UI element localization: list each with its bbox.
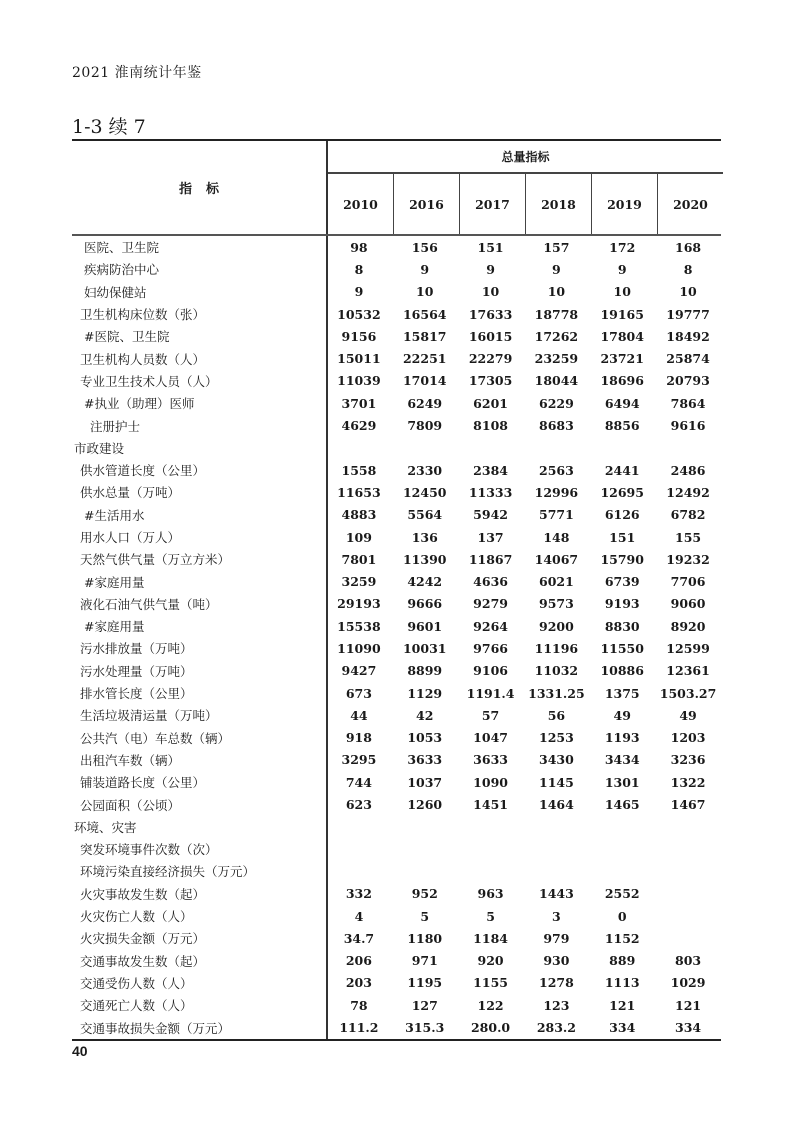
row-label: 生活垃圾清运量（万吨） [80,708,218,724]
value-cell: 137 [477,529,504,545]
value-cell: 10532 [337,306,381,322]
value-cell: 98 [350,239,368,255]
value-cell: 11090 [337,640,381,656]
value-cell: 1113 [604,975,640,991]
value-cell: 3430 [539,752,574,768]
value-cell: 1375 [604,685,640,701]
value-cell: 979 [543,930,570,946]
value-cell: 11039 [337,373,381,389]
value-cell: 1464 [539,797,574,813]
table-row [72,548,721,570]
value-cell: 10886 [600,663,644,679]
value-cell: 10 [416,284,434,300]
value-cell: 18778 [534,306,579,322]
value-cell: 332 [345,886,372,902]
row-label: 妇幼保健站 [84,284,147,300]
value-cell: 9 [617,261,627,277]
value-cell: 17305 [468,373,513,389]
value-cell: 172 [609,239,636,255]
table-row [72,793,721,815]
value-cell: 15790 [600,551,644,567]
value-cell: 127 [411,997,438,1013]
value-cell: 20793 [666,373,710,389]
value-cell: 1331.25 [528,685,585,701]
value-cell: 10 [613,284,631,300]
value-cell: 1029 [670,975,706,991]
value-cell: 10031 [402,640,447,656]
year-header: 2019 [591,174,657,234]
row-label: 污水处理量（万吨） [80,663,193,679]
value-cell: 6739 [604,574,640,590]
table-row [72,414,721,436]
value-cell: 4636 [473,574,508,590]
value-cell: 44 [350,707,368,723]
value-cell: 9601 [407,618,443,634]
section-row [72,437,721,459]
value-cell: 9106 [473,663,508,679]
value-cell: 2384 [473,462,508,478]
table-row [72,504,721,526]
value-cell: 1195 [407,975,443,991]
value-cell: 12996 [534,484,579,500]
row-label: 液化石油气供气量（吨） [80,596,218,612]
value-cell: 5564 [407,507,443,523]
value-cell: 1467 [670,797,706,813]
value-cell: 1322 [670,774,706,790]
value-cell: 19165 [600,306,644,322]
section-row [72,816,721,838]
table-row [72,370,721,392]
value-cell: 22251 [402,351,447,367]
value-cell: 971 [411,953,438,969]
row-label: 公共汽（电）车总数（辆） [80,730,231,746]
value-cell: 623 [345,797,372,813]
value-cell: 155 [675,529,702,545]
value-cell: 16564 [402,306,447,322]
value-cell: 8 [354,261,364,277]
table-row [72,905,721,927]
row-label: 突发环境事件次数（次） [80,842,218,858]
value-cell: 5 [486,908,495,924]
value-cell: 42 [416,707,434,723]
value-cell: 11032 [534,663,579,679]
row-label: 卫生机构床位数（张） [80,307,206,323]
page-number: 40 [72,1043,88,1059]
value-cell: 6126 [604,507,640,523]
value-cell: 22279 [468,351,513,367]
value-cell: 9 [552,261,561,277]
table-row [72,927,721,949]
table-row [72,615,721,637]
value-cell: 1184 [473,930,508,946]
group-header: 总量指标 [328,141,723,174]
value-cell: 49 [679,707,697,723]
table-row [72,392,721,414]
value-cell: 6782 [670,507,706,523]
table-row [72,325,721,347]
table-title: 1-3 续 7 [72,116,146,138]
value-cell: 12450 [402,484,447,500]
value-cell: 3434 [604,752,640,768]
table-row [72,950,721,972]
value-cell: 1129 [407,685,443,701]
value-cell: 12492 [666,484,710,500]
value-cell: 8830 [604,618,640,634]
value-cell: 1558 [341,462,377,478]
value-cell: 4629 [341,418,377,434]
value-cell: 151 [477,239,504,255]
row-label: 交通事故发生数（起） [80,953,206,969]
value-cell: 1278 [539,975,574,991]
value-cell: 3236 [670,752,706,768]
value-cell: 6249 [407,395,443,411]
value-cell: 203 [345,975,372,991]
row-label: 污水排放量（万吨） [80,641,193,657]
value-cell: 11333 [468,484,513,500]
value-cell: 10 [547,284,566,300]
value-cell: 17014 [402,373,447,389]
row-label: 排水管长度（公里） [80,686,193,702]
value-cell: 16015 [468,328,513,344]
value-cell: 2552 [604,886,640,902]
value-cell: 121 [675,997,702,1013]
value-cell: 2441 [604,462,640,478]
value-cell: 17804 [600,328,644,344]
value-cell: 1145 [539,774,574,790]
value-cell: 2563 [539,462,574,478]
row-label: #医院、卫生院 [84,329,170,345]
table-row [72,994,721,1016]
value-cell: 1047 [473,730,508,746]
row-label: 交通事故损失金额（万元） [80,1020,231,1036]
table-header [72,139,721,236]
year-headers [328,174,723,234]
value-cell: 1465 [604,797,640,813]
year-header-block [326,141,723,234]
value-cell: 23721 [600,351,644,367]
table-row [72,258,721,280]
section-label: 环境、灾害 [74,819,137,835]
value-cell: 4242 [407,574,443,590]
value-cell: 3295 [341,752,377,768]
value-cell: 14067 [534,551,579,567]
value-cell: 206 [345,953,372,969]
table-row [72,281,721,303]
value-cell: 803 [675,953,702,969]
value-cell: 136 [411,529,438,545]
value-cell: 315.3 [405,1020,445,1036]
value-cell: 15817 [402,328,447,344]
year-header: 2020 [657,174,723,234]
value-cell: 9 [420,261,430,277]
table-row [72,1016,721,1038]
table-row [72,860,721,882]
value-cell: 17262 [534,328,579,344]
value-cell: 19777 [666,306,710,322]
value-cell: 34.7 [343,930,375,946]
value-cell: 3259 [341,574,377,590]
table-row [72,727,721,749]
table-row [72,637,721,659]
year-header: 2016 [393,174,459,234]
value-cell: 12695 [600,484,644,500]
value-cell: 18044 [534,373,579,389]
value-cell: 168 [675,239,702,255]
table-row [72,972,721,994]
row-label: 火灾损失金额（万元） [80,931,206,947]
value-cell: 9 [486,261,495,277]
value-cell: 5 [420,908,430,924]
value-cell: 2330 [407,462,443,478]
value-cell: 57 [481,707,500,723]
value-cell: 1503.27 [659,685,717,701]
row-label: #家庭用量 [84,574,145,590]
value-cell: 3633 [407,752,443,768]
value-cell: 156 [411,239,438,255]
value-cell: 1152 [604,930,640,946]
row-label: 火灾事故发生数（起） [80,886,206,902]
table-row [72,526,721,548]
value-cell: 9193 [604,596,640,612]
value-cell: 49 [613,707,631,723]
row-label: 医院、卫生院 [84,240,160,256]
value-cell: 744 [345,774,372,790]
year-header: 2018 [525,174,591,234]
value-cell: 7801 [341,551,377,567]
row-label: 出租汽车数（辆） [80,752,181,768]
value-cell: 8683 [539,418,574,434]
value-cell: 4883 [341,507,377,523]
value-cell: 15538 [337,618,381,634]
value-cell: 9427 [341,663,377,679]
value-cell: 10 [481,284,500,300]
value-cell: 9279 [473,596,508,612]
value-cell: 7864 [670,395,706,411]
row-label: 铺装道路长度（公里） [80,775,206,791]
value-cell: 1253 [539,730,574,746]
table-row [72,682,721,704]
value-cell: 111.2 [339,1020,379,1036]
value-cell: 6494 [604,395,640,411]
value-cell: 23259 [534,351,579,367]
value-cell: 1037 [407,774,443,790]
table-row [72,838,721,860]
year-header: 2010 [343,196,378,212]
value-cell: 157 [543,239,570,255]
value-cell: 10 [679,284,697,300]
value-cell: 8108 [473,418,508,434]
value-cell: 4 [354,908,364,924]
value-cell: 1301 [604,774,640,790]
value-cell: 6021 [539,574,574,590]
value-cell: 9766 [473,640,508,656]
value-cell: 3701 [341,395,377,411]
value-cell: 1090 [473,774,508,790]
running-head: 2021 淮南统计年鉴 [72,65,202,81]
table-row [72,481,721,503]
value-cell: 1053 [407,730,443,746]
row-label: 交通受伤人数（人） [80,975,193,991]
value-cell: 25874 [666,351,710,367]
table-row [72,749,721,771]
value-cell: 5771 [539,507,574,523]
table-row [72,303,721,325]
table-row [72,459,721,481]
value-cell: 963 [477,886,504,902]
value-cell: 673 [345,685,372,701]
value-cell: 1180 [407,930,443,946]
value-cell: 7706 [670,574,706,590]
value-cell: 9264 [473,618,508,634]
row-label: #执业（助理）医师 [84,396,195,412]
row-label: 供水总量（万吨） [80,485,181,501]
value-cell: 9666 [407,596,443,612]
value-cell: 12361 [666,663,710,679]
value-cell: 11196 [534,640,579,656]
value-cell: 123 [543,997,570,1013]
row-label: 专业卫生技术人员（人） [80,373,218,389]
value-cell: 11390 [402,551,447,567]
row-label: #生活用水 [84,507,145,523]
value-cell: 17633 [468,306,513,322]
value-cell: 15011 [337,351,381,367]
value-cell: 334 [675,1020,702,1036]
table-row [72,570,721,592]
value-cell: 11653 [337,484,381,500]
table-body [72,236,721,1041]
statistics-table [72,139,721,1041]
table-row [72,660,721,682]
value-cell: 1451 [473,797,508,813]
value-cell: 9573 [539,596,574,612]
value-cell: 121 [609,997,636,1013]
value-cell: 151 [609,529,636,545]
value-cell: 8899 [407,663,443,679]
value-cell: 1191.4 [466,685,515,701]
value-cell: 334 [609,1020,636,1036]
value-cell: 109 [345,529,372,545]
table-row [72,593,721,615]
value-cell: 122 [477,997,504,1013]
value-cell: 5942 [473,507,508,523]
table-row [72,771,721,793]
row-label: 环境污染直接经济损失（万元） [80,864,256,880]
row-label: 交通死亡人数（人） [80,998,193,1014]
section-label: 市政建设 [74,440,125,456]
value-cell: 920 [477,953,504,969]
value-cell: 930 [543,953,570,969]
value-cell: 11550 [600,640,644,656]
value-cell: 952 [411,886,438,902]
row-label: 火灾伤亡人数（人） [80,909,193,925]
row-label: #家庭用量 [84,619,145,635]
value-cell: 1443 [539,886,574,902]
value-cell: 78 [350,997,368,1013]
value-cell: 1260 [407,797,443,813]
row-label: 天然气供气量（万立方米） [80,552,231,568]
value-cell: 18696 [600,373,644,389]
value-cell: 283.2 [536,1020,576,1036]
value-cell: 29193 [337,596,381,612]
indicator-column-header: 指标 [178,182,233,197]
value-cell: 280.0 [470,1020,511,1036]
table-row [72,347,721,369]
value-cell: 9060 [670,596,706,612]
value-cell: 8 [683,261,693,277]
value-cell: 56 [547,707,566,723]
value-cell: 3 [552,908,561,924]
value-cell: 918 [345,730,372,746]
value-cell: 8920 [670,618,706,634]
value-cell: 11867 [468,551,513,567]
table-row [72,236,721,258]
value-cell: 9616 [670,418,706,434]
row-label: 卫生机构人员数（人） [80,351,206,367]
value-cell: 19232 [666,551,710,567]
value-cell: 889 [609,953,636,969]
table-row [72,704,721,726]
value-cell: 6201 [473,395,508,411]
value-cell: 9200 [539,618,574,634]
row-label: 公园面积（公顷） [80,797,181,813]
row-label: 供水管道长度（公里） [80,463,206,479]
value-cell: 8856 [604,418,640,434]
value-cell: 18492 [666,328,710,344]
table-row [72,883,721,905]
value-cell: 12599 [666,640,710,656]
year-header: 2017 [459,174,525,234]
value-cell: 148 [543,529,570,545]
value-cell: 1155 [473,975,508,991]
value-cell: 1193 [604,730,640,746]
value-cell: 2486 [670,462,706,478]
value-cell: 3633 [473,752,508,768]
value-cell: 1203 [670,730,706,746]
value-cell: 6229 [539,395,574,411]
row-label: 疾病防治中心 [84,262,160,278]
row-label: 注册护士 [90,418,141,434]
value-cell: 7809 [407,418,443,434]
value-cell: 9156 [341,328,377,344]
value-cell: 0 [617,908,627,924]
value-cell: 9 [354,284,364,300]
row-label: 用水人口（万人） [80,530,181,545]
